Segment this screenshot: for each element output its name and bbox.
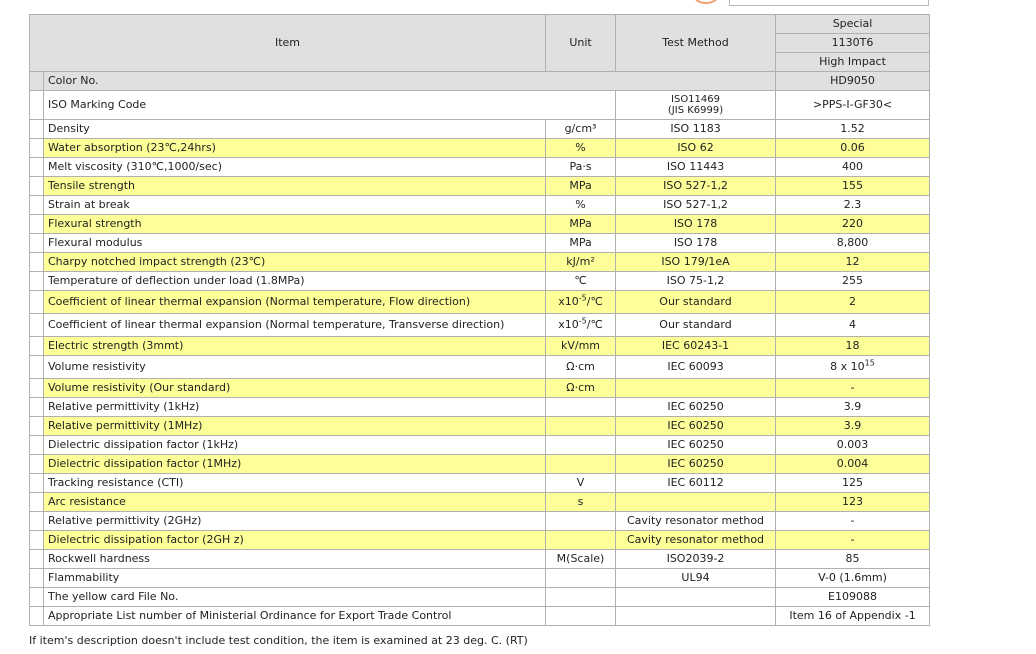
property-name: Strain at break xyxy=(44,196,546,215)
table-row xyxy=(30,196,930,215)
property-name: Appropriate List number of Ministerial Ordinance for Export Trade Control xyxy=(44,607,546,626)
value-text: 0.003 xyxy=(836,438,869,451)
value-text: V-0 (1.6mm) xyxy=(818,571,887,584)
test-method xyxy=(616,588,776,607)
table-row xyxy=(30,569,930,588)
top-input-box[interactable] xyxy=(729,0,929,6)
property-unit xyxy=(546,337,616,356)
property-name: Temperature of deflection under load (1.8MPa) xyxy=(44,272,546,291)
row-stub xyxy=(30,139,44,158)
header-item: Item xyxy=(30,15,546,72)
property-value xyxy=(776,436,930,455)
iso-label: ISO Marking Code xyxy=(44,91,616,120)
property-unit xyxy=(546,314,616,337)
property-value xyxy=(776,234,930,253)
unit-text: % xyxy=(575,198,586,211)
property-unit xyxy=(546,291,616,314)
property-name: Density xyxy=(44,120,546,139)
unit-text: Ω·cm xyxy=(566,381,595,394)
property-unit xyxy=(546,588,616,607)
property-name: Electric strength (3mmt) xyxy=(44,337,546,356)
row-stub xyxy=(30,253,44,272)
value-text: 255 xyxy=(842,274,864,287)
test-method: Our standard xyxy=(616,291,776,314)
test-method: ISO 178 xyxy=(616,234,776,253)
property-name: Tracking resistance (CTI) xyxy=(44,474,546,493)
row-stub xyxy=(30,588,44,607)
value-text: 0.06 xyxy=(840,141,865,154)
property-value xyxy=(776,177,930,196)
value-text: 123 xyxy=(842,495,864,508)
property-value xyxy=(776,455,930,474)
property-name: Coefficient of linear thermal expansion (Normal temperature, Flow direction) xyxy=(44,291,546,314)
row-stub xyxy=(30,314,44,337)
value-text: 400 xyxy=(842,160,864,173)
footnote: If item's description doesn't include test condition, the item is examined at 23 deg. C. (RT) xyxy=(29,634,528,647)
unit-text: s xyxy=(577,495,584,508)
table-row xyxy=(30,291,930,314)
row-stub xyxy=(30,177,44,196)
table-row xyxy=(30,607,930,626)
value-text: 8,800 xyxy=(836,236,869,249)
table-row xyxy=(30,139,930,158)
test-method: IEC 60243-1 xyxy=(616,337,776,356)
test-method: ISO 11443 xyxy=(616,158,776,177)
table-row xyxy=(30,455,930,474)
property-name: Melt viscosity (310℃,1000/sec) xyxy=(44,158,546,177)
property-value xyxy=(776,531,930,550)
property-value xyxy=(776,512,930,531)
table-row xyxy=(30,531,930,550)
property-value xyxy=(776,253,930,272)
property-unit xyxy=(546,436,616,455)
table-row xyxy=(30,417,930,436)
property-value xyxy=(776,215,930,234)
unit-text: Pa·s xyxy=(569,160,592,173)
property-value xyxy=(776,120,930,139)
row-stub xyxy=(30,120,44,139)
test-method: Cavity resonator method xyxy=(616,531,776,550)
row-stub xyxy=(30,72,44,91)
value-text: 125 xyxy=(842,476,864,489)
row-stub xyxy=(30,337,44,356)
value-text: 12 xyxy=(845,255,860,268)
property-name: The yellow card File No. xyxy=(44,588,546,607)
test-method: ISO 527-1,2 xyxy=(616,177,776,196)
property-unit xyxy=(546,139,616,158)
value-text: - xyxy=(850,381,855,394)
table-row xyxy=(30,215,930,234)
value-text: - xyxy=(850,514,855,527)
property-name: Relative permittivity (2GHz) xyxy=(44,512,546,531)
property-value xyxy=(776,139,930,158)
row-stub xyxy=(30,356,44,379)
unit-text: % xyxy=(575,141,586,154)
test-method: ISO 75-1,2 xyxy=(616,272,776,291)
property-unit xyxy=(546,196,616,215)
header-grade-special: Special xyxy=(776,15,930,34)
test-method: IEC 60250 xyxy=(616,417,776,436)
row-stub xyxy=(30,455,44,474)
property-name: Relative permittivity (1MHz) xyxy=(44,417,546,436)
property-value xyxy=(776,493,930,512)
value-text: 155 xyxy=(842,179,864,192)
iso-method-line2: (JIS K6999) xyxy=(667,105,724,116)
row-stub xyxy=(30,512,44,531)
property-unit xyxy=(546,455,616,474)
property-unit xyxy=(546,607,616,626)
row-stub xyxy=(30,550,44,569)
property-value xyxy=(776,550,930,569)
test-method xyxy=(616,607,776,626)
row-stub xyxy=(30,474,44,493)
iso-method-text xyxy=(668,94,723,116)
unit-exponent: -5 xyxy=(578,316,587,326)
property-value xyxy=(776,569,930,588)
row-stub xyxy=(30,569,44,588)
property-name: Relative permittivity (1kHz) xyxy=(44,398,546,417)
unit-text: Ω·cm xyxy=(566,360,595,373)
table-row xyxy=(30,356,930,379)
row-stub xyxy=(30,436,44,455)
row-stub xyxy=(30,196,44,215)
property-value xyxy=(776,398,930,417)
table-row xyxy=(30,474,930,493)
table-row xyxy=(30,550,930,569)
test-method: IEC 60093 xyxy=(616,356,776,379)
property-name: Water absorption (23℃,24hrs) xyxy=(44,139,546,158)
header-grade-code: 1130T6 xyxy=(776,34,930,53)
property-value xyxy=(776,272,930,291)
property-value xyxy=(776,291,930,314)
header-grade-type: High Impact xyxy=(776,53,930,72)
unit-text: M(Scale) xyxy=(556,552,605,565)
property-unit xyxy=(546,379,616,398)
property-value xyxy=(776,417,930,436)
row-stub xyxy=(30,234,44,253)
row-stub xyxy=(30,158,44,177)
property-unit xyxy=(546,253,616,272)
table-row xyxy=(30,379,930,398)
test-method: IEC 60250 xyxy=(616,436,776,455)
unit-text: MPa xyxy=(569,236,592,249)
table-row xyxy=(30,512,930,531)
table-row xyxy=(30,314,930,337)
row-stub xyxy=(30,91,44,120)
iso-method-line1: ISO11469 xyxy=(671,94,720,105)
header-test-method: Test Method xyxy=(616,15,776,72)
value-text: 1.52 xyxy=(840,122,865,135)
value-text: 18 xyxy=(845,339,860,352)
table-row xyxy=(30,493,930,512)
unit-suffix: /℃ xyxy=(586,318,603,331)
property-value xyxy=(776,314,930,337)
value-text: 8 x 10 xyxy=(830,360,865,373)
test-method xyxy=(616,493,776,512)
value-text: Item 16 of Appendix -1 xyxy=(789,609,916,622)
row-stub xyxy=(30,531,44,550)
value-text: 4 xyxy=(849,318,857,331)
property-name: Flexural strength xyxy=(44,215,546,234)
test-method: ISO 1183 xyxy=(616,120,776,139)
property-name: Arc resistance xyxy=(44,493,546,512)
property-name: Dielectric dissipation factor (2GH z) xyxy=(44,531,546,550)
table-row xyxy=(30,588,930,607)
unit-text: MPa xyxy=(569,217,592,230)
value-text: 3.9 xyxy=(843,419,862,432)
property-unit xyxy=(546,234,616,253)
property-unit xyxy=(546,177,616,196)
test-method: ISO 527-1,2 xyxy=(616,196,776,215)
header-unit: Unit xyxy=(546,15,616,72)
table-row xyxy=(30,337,930,356)
test-method: IEC 60250 xyxy=(616,398,776,417)
property-name: Dielectric dissipation factor (1kHz) xyxy=(44,436,546,455)
test-method: ISO2039-2 xyxy=(616,550,776,569)
property-value xyxy=(776,379,930,398)
unit-text: kJ/m² xyxy=(566,255,595,268)
value-text: 220 xyxy=(842,217,864,230)
row-stub xyxy=(30,493,44,512)
test-method: IEC 60112 xyxy=(616,474,776,493)
value-text: 0.004 xyxy=(836,457,869,470)
row-stub xyxy=(30,398,44,417)
test-method: ISO 179/1eA xyxy=(616,253,776,272)
property-name: Coefficient of linear thermal expansion (Normal temperature, Transverse direction) xyxy=(44,314,546,337)
table-row xyxy=(30,253,930,272)
property-unit xyxy=(546,512,616,531)
property-unit xyxy=(546,272,616,291)
top-decoration xyxy=(0,0,1036,14)
unit-text: V xyxy=(576,476,585,489)
value-text: 3.9 xyxy=(843,400,862,413)
property-value xyxy=(776,474,930,493)
table-row xyxy=(30,120,930,139)
value-exponent: 15 xyxy=(864,358,875,368)
row-stub xyxy=(30,607,44,626)
property-unit xyxy=(546,531,616,550)
row-stub xyxy=(30,215,44,234)
property-name: Charpy notched impact strength (23℃) xyxy=(44,253,546,272)
value-text: E109088 xyxy=(828,590,877,603)
property-unit xyxy=(546,120,616,139)
property-unit xyxy=(546,158,616,177)
test-method: IEC 60250 xyxy=(616,455,776,474)
table-row xyxy=(30,158,930,177)
property-name: Dielectric dissipation factor (1MHz) xyxy=(44,455,546,474)
property-unit xyxy=(546,474,616,493)
property-unit xyxy=(546,215,616,234)
unit-exponent: -5 xyxy=(578,293,587,303)
property-name: Flexural modulus xyxy=(44,234,546,253)
test-method: ISO 178 xyxy=(616,215,776,234)
spec-table xyxy=(29,14,930,626)
table-row-iso xyxy=(30,91,930,120)
property-unit xyxy=(546,417,616,436)
iso-value: >PPS-I-GF30< xyxy=(776,91,930,120)
unit-text: g/cm³ xyxy=(564,122,597,135)
unit-text: x10 xyxy=(558,295,579,308)
property-value xyxy=(776,337,930,356)
color-value: HD9050 xyxy=(776,72,930,91)
value-text: 85 xyxy=(845,552,860,565)
row-stub xyxy=(30,272,44,291)
property-unit xyxy=(546,398,616,417)
unit-text: ℃ xyxy=(574,274,587,287)
value-text: - xyxy=(850,533,855,546)
test-method: Cavity resonator method xyxy=(616,512,776,531)
table-row xyxy=(30,398,930,417)
table-row xyxy=(30,177,930,196)
row-stub xyxy=(30,417,44,436)
property-value xyxy=(776,607,930,626)
table-row-color xyxy=(30,72,930,91)
property-unit xyxy=(546,550,616,569)
property-name: Volume resistivity (Our standard) xyxy=(44,379,546,398)
property-value xyxy=(776,158,930,177)
test-method: Our standard xyxy=(616,314,776,337)
unit-text: MPa xyxy=(569,179,592,192)
iso-method xyxy=(616,91,776,120)
table-row xyxy=(30,272,930,291)
test-method: UL94 xyxy=(616,569,776,588)
property-value xyxy=(776,196,930,215)
property-unit xyxy=(546,356,616,379)
row-stub xyxy=(30,291,44,314)
color-label: Color No. xyxy=(44,72,776,91)
property-name: Volume resistivity xyxy=(44,356,546,379)
property-unit xyxy=(546,569,616,588)
value-text: 2.3 xyxy=(843,198,862,211)
test-method: ISO 62 xyxy=(616,139,776,158)
unit-text: x10 xyxy=(558,318,579,331)
table-row xyxy=(30,436,930,455)
unit-text: kV/mm xyxy=(560,339,601,352)
test-method xyxy=(616,379,776,398)
property-value xyxy=(776,588,930,607)
circle-icon[interactable] xyxy=(693,0,719,4)
property-value xyxy=(776,356,930,379)
unit-suffix: /℃ xyxy=(586,295,603,308)
row-stub xyxy=(30,379,44,398)
property-name: Rockwell hardness xyxy=(44,550,546,569)
property-name: Flammability xyxy=(44,569,546,588)
table-row xyxy=(30,234,930,253)
value-text: 2 xyxy=(849,295,857,308)
property-name: Tensile strength xyxy=(44,177,546,196)
property-unit xyxy=(546,493,616,512)
